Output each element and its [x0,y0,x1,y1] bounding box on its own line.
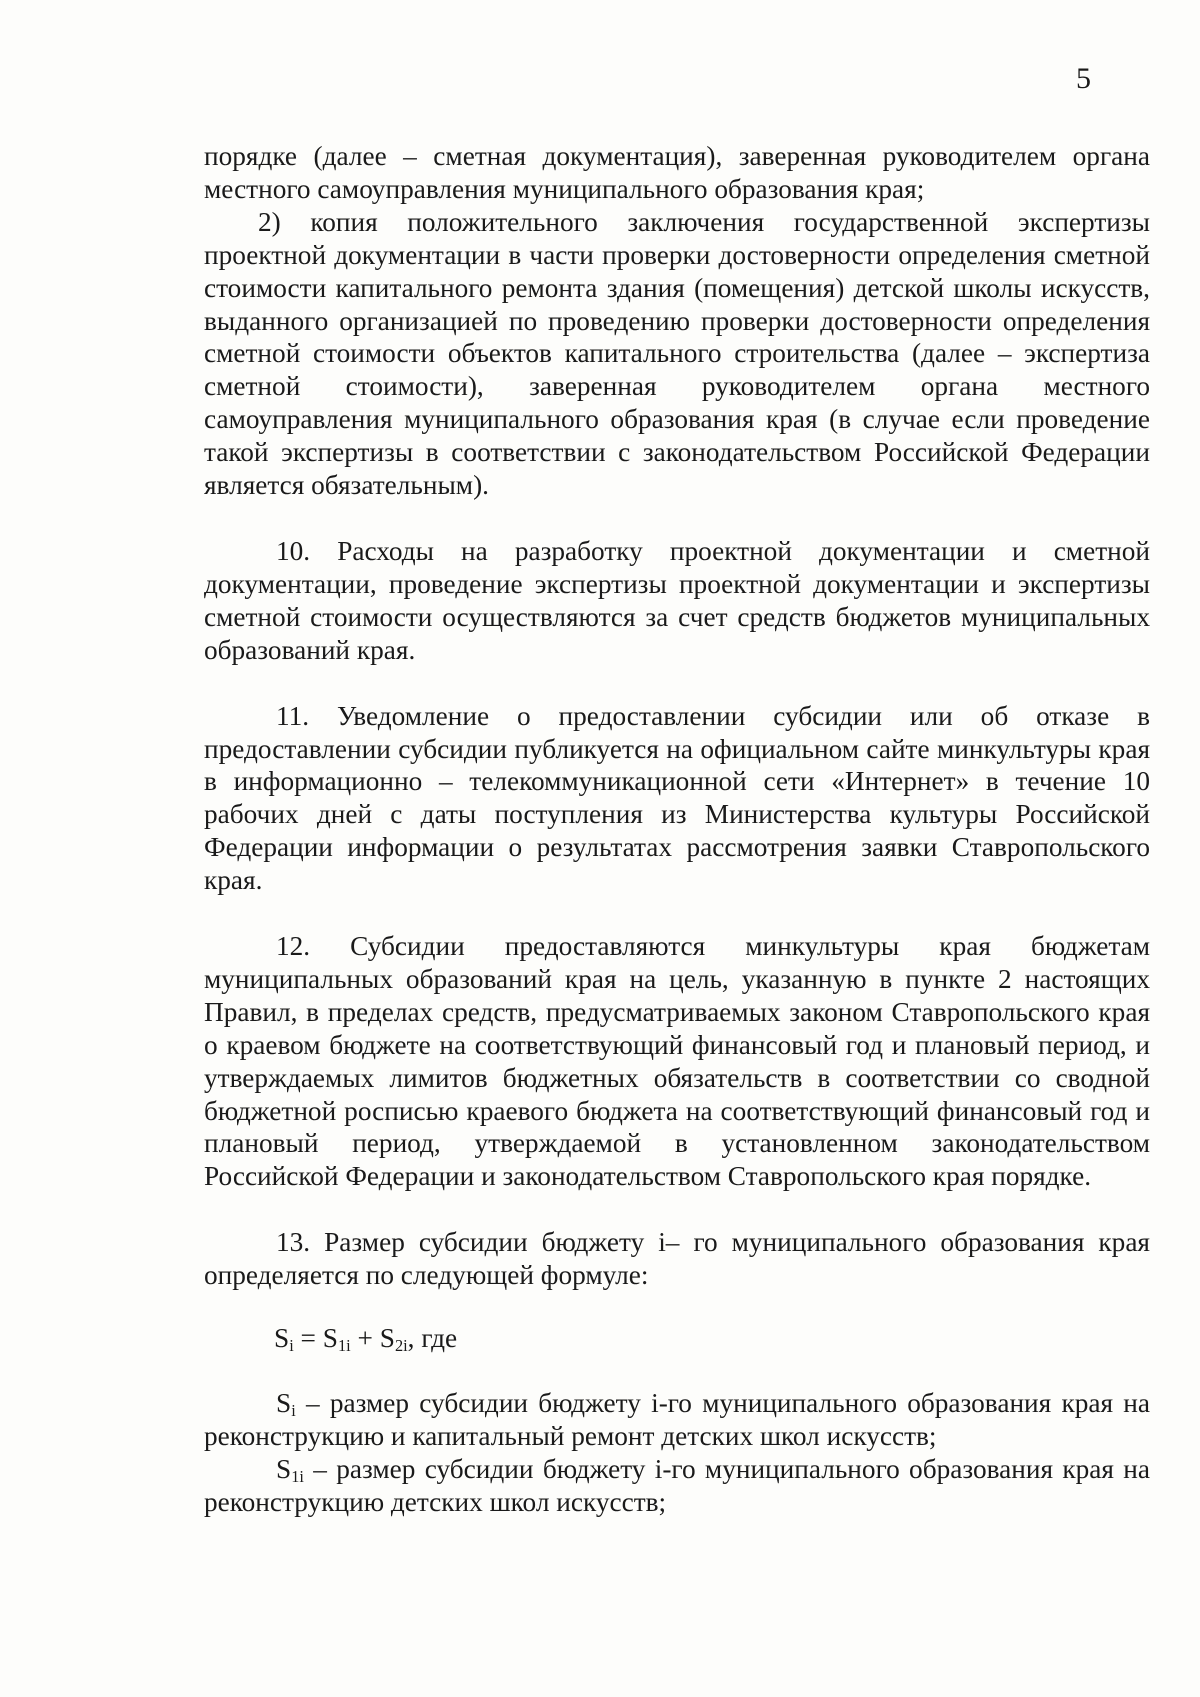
definition-si [204,1387,1150,1453]
formula-lhs-sub: i [289,1336,294,1356]
document-body [204,140,1150,1519]
formula-eq: = S [293,1323,338,1354]
formula-term2-sub: 2i [394,1336,408,1356]
page-number: 5 [1076,62,1091,95]
definition-si-text: – размер субсидии бюджету i-го муниципального образования края на реконструкцию и капитальный ремонт детских школ искусств; [204,1388,1150,1451]
formula-tail: , где [407,1323,458,1354]
paragraph-continuation: порядке (далее – сметная документация), заверенная руководителем органа местного самоуправления муниципального образования края; [204,141,1150,204]
paragraph-12: 12. Субсидии предоставляются минкультуры края бюджетам муниципальных образований края на цель, указанную в пункте 2 настоящих Правил, в пределах средств, предусматриваемых законом Ставропольского края о краевом бюджете на соответствующий финансовый год и плановый период, и утверждаемых лимитов бюджетных обязательств в соответствии со сводной бюджетной росписью краевого бюджета на соответствующий финансовый год и плановый период, утверждаемой в установленном законодательством Российской Федерации и законодательством Ставропольского края порядке. [204,931,1150,1192]
definition-s1i [204,1453,1150,1519]
formula-lhs: S [274,1323,290,1354]
formula-term1-sub: 1i [337,1336,351,1356]
definition-s1i-symbol: S [276,1453,292,1484]
definition-si-symbol: S [276,1388,292,1418]
formula-plus: + S [350,1323,395,1354]
definition-s1i-sub: 1i [291,1466,304,1486]
paragraph-10: 10. Расходы на разработку проектной документации и сметной документации, проведение экспертизы проектной документации и экспертизы сметной стоимости осуществляются за счет средств бюджетов муниципальных образований края. [204,535,1150,665]
paragraph-11: 11. Уведомление о предоставлении субсидии или об отказе в предоставлении субсидии публикуется на официальном сайте минкультуры края в информационно – телекоммуникационной сети «Интернет» в течение 10 рабочих дней с даты поступления из Министерства культуры Российской Федерации информации о результатах рассмотрения заявки Ставропольского края. [204,700,1150,896]
subsidy-formula [274,1322,1150,1355]
definition-s1i-text: – размер субсидии бюджету i-го муниципального образования края на реконструкцию детских школ искусств; [204,1453,1150,1517]
paragraph-item-2: 2) копия положительного заключения государственной экспертизы проектной документации в части проверки достоверности определения сметной стоимости капитального ремонта здания (помещения) детской школы искусств, выданного организацией по проведению проверки достоверности определения сметной стоимости объектов капитального строительства (далее – экспертиза сметной стоимости), заверенная руководителем органа местного самоуправления муниципального образования края (в случае если проведение такой экспертизы в соответствии с законодательством Российской Федерации является обязательным). [204,206,1150,501]
definition-si-sub: i [291,1401,296,1421]
paragraph-13: 13. Размер субсидии бюджету i– го муниципального образования края определяется по следующей формуле: [204,1227,1150,1291]
